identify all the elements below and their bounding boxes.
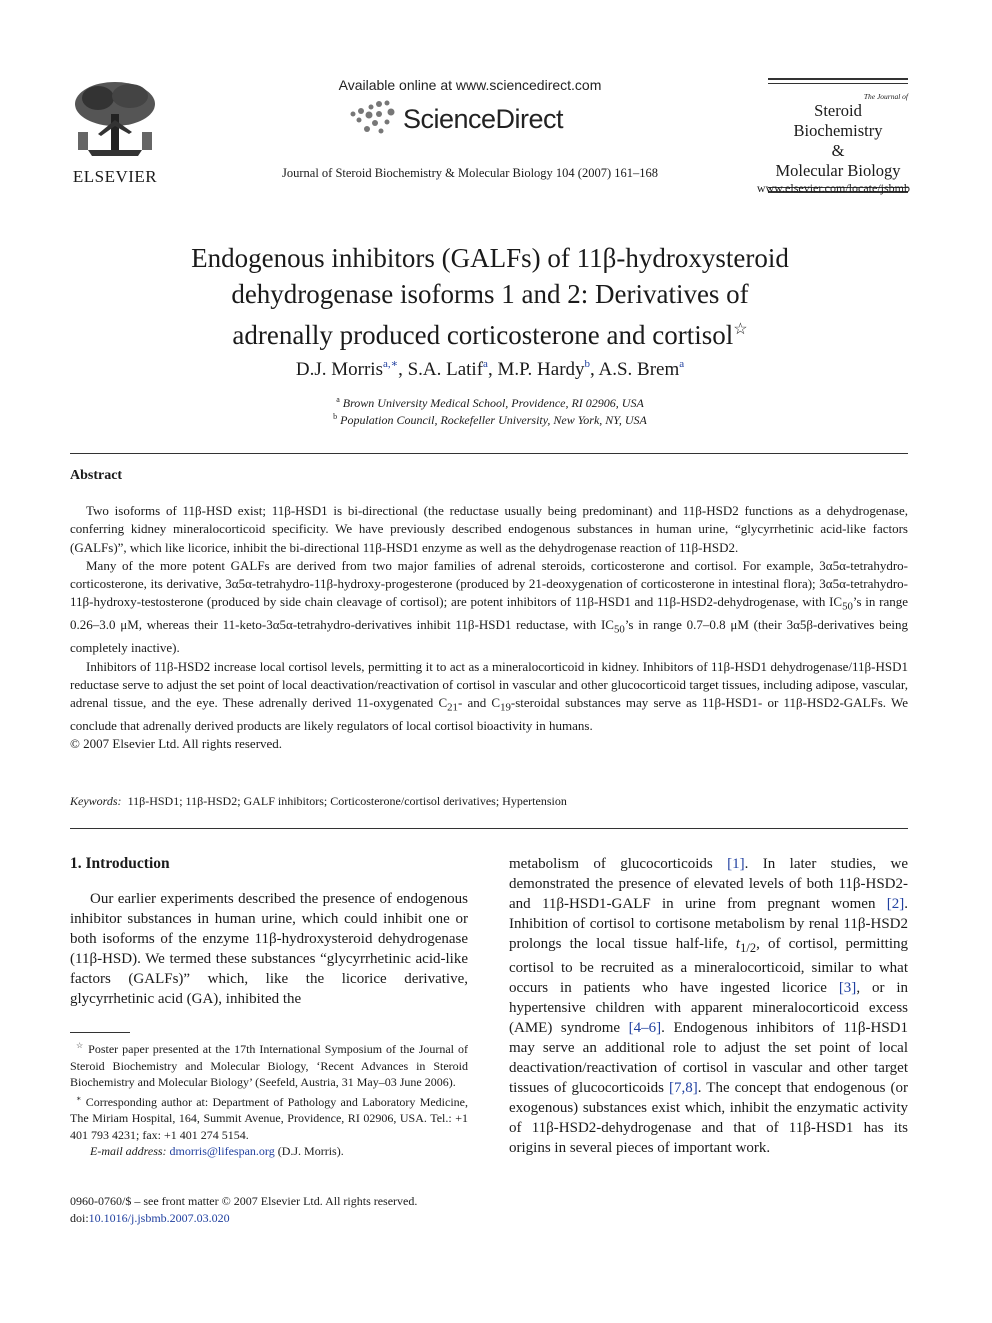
author-affiliation-mark[interactable]: b (584, 358, 591, 370)
sciencedirect-dots-icon (345, 98, 401, 138)
elsevier-tree-icon (68, 76, 162, 160)
doi-link[interactable]: 10.1016/j.jsbmb.2007.03.020 (88, 1211, 230, 1225)
citation-link[interactable]: [1] (727, 856, 745, 872)
divider (70, 828, 908, 829)
author-separator: , (398, 359, 408, 380)
intro-paragraph-continued: metabolism of glucocorticoids [1]. In later studies, we demonstrated the presence of elevated levels of both 11β-HSD2- and 11β-HSD1-GALF in urine from pregnant women [2]. Inhibition of cortisol to cortisone metabolism by renal 11β-HSD2 prolongs the local tissue half-life, $t_{1/2}$, of cortisol, permitting cortisol to be recruited as a mineralocorticoid, similar to what occurs in patients who have ingested licorice [3], or in hypertensive children with apparent mineralocorticoid excess (AME) syndrome [4–6]. Endogenous inhibitors of 11β-HSD1 may serve an additional role to adjust the set point of local deactivation/reactivation of cortisol in vascular and other target tissues of glucocorticoids [7,8]. The concept that endogenous (or exogenous) substances exist which, inhibit the enzymatic activity of 11β-HSD2-dehydrogenase and that of 11β-HSD1 has its origins in several pieces of important work. (509, 856, 909, 1156)
affiliation-text: Population Council, Rockefeller University, New York, NY, USA (340, 413, 647, 427)
affiliation-mark: a (336, 395, 340, 404)
title-line-1: Endogenous inhibitors (GALFs) of 11β-hydroxysteroid (191, 243, 789, 273)
journal-box-line2: & (831, 141, 845, 160)
citation-link[interactable]: [4–6] (628, 1020, 662, 1036)
footnote-poster: ☆ Poster paper presented at the 17th International Symposium of the Journal of Steroid Biochemistry and Molecular Biology, ‘Recent Advances in Steroid Biochemistry and Molecular Biology’ (Seefeld, Austria, 31 May–03 June 2006). (70, 1041, 469, 1089)
journal-box-line3: Molecular Biology (775, 161, 901, 180)
keywords-label: Keywords: (70, 794, 122, 808)
citation-link[interactable]: [3] (838, 980, 857, 996)
abstract-paragraph: Many of the more potent GALFs are derived from two major families of adrenal steroids, corticosterone and cortisol. For example, 3α5α-tetrahydro-corticosterone, its derivative, 3α5α-tetrahydro-11β-hydroxy-progesterone (produced by 21-deoxygenation of corticosterone in intestinal flora); 3α5α-tetrahydro-11β-hydroxy-testosterone (produced by side chain cleavage of cortisol); are potent inhibitors of 11β-HSD1 and 11β-HSD2-dehydrogenase, with $IC_{50}’s$ in range 0.26–3.0 μM, whereas their 11-keto-3α5α-tetrahydro-derivatives inhibit 11β-HSD1 reductase, with $IC_{50}’s$ in range 0.7–0.8 μM (their 3α5β-derivatives being completely inactive). (70, 557, 908, 656)
title-footnote-mark[interactable]: ☆ (733, 321, 748, 338)
author-name: A.S. Brem (598, 359, 680, 380)
journal-box-line1: Steroid Biochemistry (793, 101, 883, 140)
intro-paragraph: Our earlier experiments described the presence of endogenous inhibitor substances in human urine, which could inhibit one or both isoforms of the enzyme 11β-hydroxysteroid dehydrogenase (11β-HSD). We termed these substances “glycyrrhetinic acid-like factors (GALFs)” which, like the licorice derivative, glycyrrhetinic acid (GA), inhibited the (70, 891, 468, 1007)
abstract-body (70, 502, 908, 754)
author-name: M.P. Hardy (497, 359, 585, 380)
author-list (120, 357, 860, 381)
keywords-text: 11β-HSD1; 11β-HSD2; GALF inhibitors; Corticosterone/cortisol derivatives; Hypertension (127, 794, 567, 808)
keywords (70, 794, 567, 809)
journal-reference: Journal of Steroid Biochemistry & Molecular Biology 104 (2007) 161–168 (282, 166, 658, 180)
email-link[interactable]: dmorris@lifespan.org (169, 1144, 275, 1158)
abstract-paragraph: Two isoforms of 11β-HSD exist; 11β-HSD1 is bi-directional (the reductase usually being predominant) and 11β-HSD2 functions as a dehydrogenase, conferring kidney mineralocorticoid specificity. We have previously described endogenous substances in human urine, “glycyrrhetinic acid-like factors (GALFs)”, which like licorice, inhibit the bi-directional 11β-HSD1 enzyme as well as the dehydrogenase reaction of 11β-HSD2. (70, 503, 908, 555)
sciencedirect-logo[interactable] (345, 98, 605, 138)
author-affiliation-mark[interactable]: a (679, 358, 685, 370)
footnote-corresponding: ∗ Corresponding author at: Department of Pathology and Laboratory Medicine, The Miriam Hospital, 164, Summit Avenue, Providence, RI 02906, USA. Tel.: +1 401 793 4231; fax: +1 401 274 5154. (70, 1093, 469, 1142)
issn-line: 0960-0760/$ – see front matter © 2007 Elsevier Ltd. All rights reserved. (70, 1194, 418, 1208)
author-affiliation-mark[interactable]: a,∗ (382, 358, 399, 370)
intro-left-column (70, 889, 468, 1009)
affiliation (120, 395, 860, 411)
abstract-heading: Abstract (70, 468, 123, 483)
footnote-rule (70, 1032, 130, 1033)
intro-right-column (509, 854, 908, 1158)
article-title (120, 240, 860, 353)
author-separator: , (487, 359, 498, 380)
author-name: D.J. Morris (295, 359, 383, 380)
affiliation (120, 412, 860, 428)
citation-link[interactable]: [7,8] (669, 1080, 698, 1096)
journal-box-rule-top (768, 78, 908, 80)
author-separator: , (590, 359, 599, 380)
title-line-3: adrenally produced corticosterone and cortisol (232, 320, 734, 350)
affiliation-mark: b (333, 412, 338, 421)
elsevier-logo (68, 76, 162, 187)
footnote-email: E-mail address: dmorris@lifespan.org (D.J. Morris). (90, 1144, 344, 1158)
journal-box (768, 78, 908, 193)
journal-box-rule-top-thin (768, 83, 908, 84)
author-affiliation-mark[interactable]: a (483, 358, 488, 370)
divider (70, 453, 908, 454)
title-line-2: dehydrogenase isoforms 1 and 2: Derivatives of (231, 279, 749, 309)
affiliation-text: Brown University Medical School, Providence, RI 02906, USA (342, 396, 644, 410)
footnotes (70, 1038, 468, 1160)
abstract-paragraph: Inhibitors of 11β-HSD2 increase local cortisol levels, permitting it to act as a mineralocorticoid in kidney. Inhibitors of 11β-HSD1 dehydrogenase/11β-HSD1 reductase serve to adjust the set point of local deactivation/reactivation of cortisol in vascular and other glucocorticoid target tissues, including adipose, vascular, adrenal tissue, and the eye. These adrenally derived 11-oxygenated $C_{21}-$ and $C_{19}$-steroidal substances may serve as 11β-HSD1- or 11β-HSD2-GALFs. We conclude that adrenally derived products are likely regulators of local cortisol bioactivity in humans. (70, 658, 908, 734)
available-online: Available online at www.sciencedirect.com (338, 77, 602, 93)
journal-url[interactable]: www.elsevier.com/locate/jsbmb (756, 181, 910, 195)
front-matter (70, 1193, 417, 1227)
journal-box-prefix: The Journal of (863, 92, 908, 101)
publisher-name: ELSEVIER (72, 167, 158, 186)
doi-line: doi:10.1016/j.jsbmb.2007.03.020 (70, 1211, 230, 1225)
section-heading: 1. Introduction (70, 855, 170, 872)
copyright: © 2007 Elsevier Ltd. All rights reserved. (70, 736, 283, 752)
author-name: S.A. Latif (407, 359, 484, 380)
sciencedirect-name: ScienceDirect (403, 104, 564, 134)
citation-link[interactable]: [2] (886, 896, 905, 912)
